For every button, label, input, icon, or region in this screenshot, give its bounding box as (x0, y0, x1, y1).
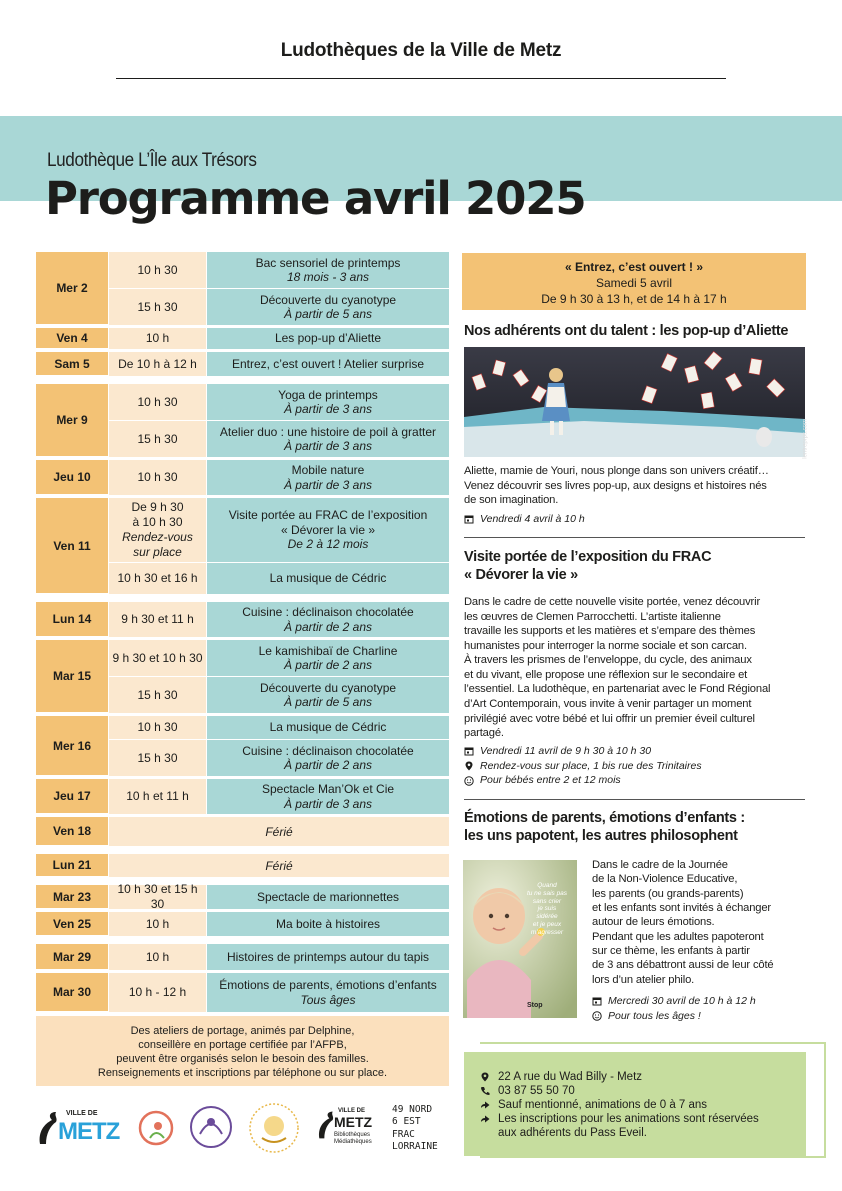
day-label: Mar 29 (36, 944, 108, 970)
time-cell: 10 h 30 et 15 h 30 (108, 885, 207, 909)
schedule-group (36, 384, 449, 457)
partner-logos (36, 1100, 456, 1160)
article2-line: l’essentiel. La ludothèque, en partenariat avec le Fond Régional (464, 683, 771, 696)
time-cell: 15 h 30 (108, 289, 207, 325)
schedule-group (36, 854, 449, 877)
article3-line: de 3 ans débattront aussi de leur côté (592, 959, 774, 972)
activity-detail: À partir de 2 ans (283, 758, 373, 772)
open-day-date: Samedi 5 avril (595, 276, 673, 291)
schedule-row (108, 252, 449, 289)
arrow-icon (480, 1100, 490, 1110)
activity-label: Cuisine : déclinaison chocolatée (242, 743, 414, 758)
day-label: Mer 9 (36, 384, 108, 457)
schedule-group (36, 779, 449, 814)
portage-notice (36, 1016, 449, 1086)
day-label: Ven 4 (36, 328, 108, 349)
popup-book-photo (464, 347, 809, 459)
article3-line: autour de leurs émotions. (592, 916, 715, 929)
schedule-row (108, 563, 449, 594)
article2-title (464, 548, 711, 584)
partner-logo-3 (248, 1102, 300, 1159)
time-cell: 10 h 30 (108, 252, 207, 288)
schedule-row (108, 740, 449, 776)
schedule-row (108, 716, 449, 740)
day-label: Jeu 17 (36, 779, 108, 814)
divider (464, 537, 805, 538)
time-cell: 15 h 30 (108, 421, 207, 457)
schedule-row (108, 498, 449, 563)
portage-line: Des ateliers de portage, animés par Delphine, (130, 1025, 355, 1037)
day-label: Mar 23 (36, 885, 108, 909)
activity-label: Mobile nature (291, 463, 365, 478)
info-members-line1: Les inscriptions pour les animations sont réservées (498, 1113, 759, 1126)
schedule-group (36, 498, 449, 594)
activity-label: La musique de Cédric (269, 571, 387, 586)
time-cell: De 10 h à 12 h (108, 352, 207, 376)
article2-title-line1: Visite portée de l’exposition du FRAC (464, 549, 712, 565)
activity-label: La musique de Cédric (269, 720, 387, 735)
time-cell: 10 h 30 (108, 460, 207, 495)
article2-meta (464, 744, 702, 788)
poster-quote: Quand (537, 882, 557, 889)
time-cell: 10 h (108, 944, 207, 970)
location-pin-icon (480, 1072, 490, 1082)
ludotheque-subtitle: Ludothèque L’Île aux Trésors (47, 150, 257, 171)
frac-line: 6 EST (392, 1116, 421, 1128)
schedule-table (36, 252, 449, 1015)
article3-line: de la Non-Violence Educative, (592, 873, 738, 886)
frac-line: LORRAINE (392, 1141, 438, 1153)
bib-sub1: Bibliothèques (334, 1132, 371, 1138)
time-cell: 9 h 30 et 11 h (108, 602, 207, 637)
schedule-group (36, 973, 449, 1012)
article3-date: Mercredi 30 avril de 10 h à 12 h (608, 995, 756, 1007)
time-cell: De 9 h 30 (131, 500, 184, 514)
schedule-group (36, 460, 449, 495)
day-label: Jeu 10 (36, 460, 108, 495)
schedule-row (108, 640, 449, 677)
article2-line: d’Art Contemporain, vous invite à venir partager un moment (464, 697, 752, 710)
info-address: 22 A rue du Wad Billy - Metz (498, 1071, 643, 1083)
poster-quote: sans crier (532, 897, 562, 905)
activity-label: Ma boite à histoires (275, 916, 381, 931)
activity-label: Histoires de printemps autour du tapis (226, 949, 430, 964)
article2-line: À travers les prismes de l’enveloppe, du cycle, des animaux (464, 654, 752, 667)
info-phone[interactable]: 03 87 55 50 70 (498, 1085, 575, 1098)
organization-title: Ludothèques de la Ville de Metz (280, 40, 562, 61)
calendar-icon (592, 996, 602, 1006)
activity-detail: De 2 à 12 mois (287, 537, 369, 552)
meeting-note: Rendez-vous (122, 530, 193, 544)
schedule-row (108, 460, 449, 495)
header-rule (116, 78, 726, 79)
activity-label-2: « Dévorer la vie » (280, 522, 376, 537)
photo-credit: lentreprps.com (803, 419, 809, 459)
schedule-row (108, 602, 449, 637)
article3-line: les parents (ou grands-parents) (592, 887, 744, 900)
meeting-note-2: sur place (133, 545, 182, 559)
schedule-row (108, 384, 449, 421)
schedule-row (108, 882, 449, 911)
time-cell-2: à 10 h 30 (132, 515, 183, 529)
activity-detail: 18 mois - 3 ans (286, 270, 370, 284)
article2-line: les œuvres de Clemen Parrocchetti. L’artiste italienne (464, 610, 721, 623)
info-members-line2: aux adhérents du Pass Eveil. (498, 1127, 647, 1140)
schedule-row (108, 289, 449, 325)
holiday-cell: Férié (108, 817, 449, 846)
article1-line: Aliette, mamie de Youri, nous plonge dans son univers créatif… (464, 465, 769, 477)
article1-meta (464, 512, 585, 527)
article1-date: Vendredi 4 avril à 10 h (480, 513, 585, 525)
time-cell: 10 h 30 (108, 716, 207, 739)
holiday-cell: Férié (108, 854, 449, 877)
article3-text (592, 858, 806, 987)
activity-label: Découverte du cyanotype (259, 680, 397, 695)
logo-ville-de: VILLE DE (66, 1110, 98, 1117)
schedule-row (108, 328, 449, 349)
activity-label: Visite portée au FRAC de l’exposition (228, 508, 428, 523)
article1-line: Venez découvrir ses livres pop-up, aux designs et histoires nés (464, 479, 767, 492)
activity-detail: À partir de 3 ans (283, 477, 373, 492)
time-cell: 15 h 30 (108, 740, 207, 776)
frac-line: 49 NORD (392, 1104, 433, 1115)
partner-logo-1 (136, 1108, 176, 1153)
schedule-row (108, 973, 449, 1012)
article2-line: privilégié avec votre bébé et lui offrir un premier éveil culturel (464, 712, 755, 725)
day-label: Mer 2 (36, 252, 108, 325)
activity-label: Spectacle Man’Ok et Cie (261, 782, 395, 797)
logo-metz: METZ (58, 1118, 120, 1145)
ville-de-metz-logo (36, 1108, 126, 1148)
schedule-row (108, 912, 449, 936)
poster-quote: et je peux (532, 920, 562, 928)
schedule-group (36, 817, 449, 846)
article3-title-line1: Émotions de parents, émotions d’enfants : (464, 810, 745, 826)
day-label: Ven 11 (36, 498, 108, 594)
schedule-group (36, 912, 449, 936)
arrow-icon (480, 1114, 490, 1124)
activity-label: Yoga de printemps (278, 387, 378, 402)
open-day-hours: De 9 h 30 à 13 h, et de 14 h à 17 h (541, 292, 727, 307)
activity-label: Émotions de parents, émotions d’enfants (219, 978, 437, 993)
activity-detail: À partir de 5 ans (283, 695, 373, 709)
article2-line: travaille les supports et les matières et s’empare des thèmes (464, 625, 756, 638)
day-label: Mar 30 (36, 973, 108, 1012)
day-label: Mer 16 (36, 716, 108, 776)
time-cell: 10 h 30 (108, 384, 207, 420)
schedule-row (108, 421, 449, 457)
poster-quote: je suis (537, 905, 557, 913)
calendar-icon (464, 746, 474, 756)
phone-icon (480, 1086, 490, 1096)
article3-line: lors d’un atelier philo. (592, 973, 695, 986)
activity-label: Le kamishibaï de Charline (258, 643, 398, 658)
time-cell: 10 h et 11 h (108, 779, 207, 814)
child-poster-image (463, 860, 577, 1018)
activity-label: Spectacle de marionnettes (256, 889, 400, 904)
activity-detail: À partir de 5 ans (283, 307, 373, 321)
activity-detail: Tous âges (300, 992, 356, 1007)
schedule-group (36, 328, 449, 349)
portage-line: peuvent être organisés selon le besoin des familles. (116, 1053, 369, 1066)
article2-age: Pour bébés entre 2 et 12 mois (480, 774, 621, 787)
activity-detail: À partir de 3 ans (283, 439, 373, 453)
day-label: Lun 14 (36, 602, 108, 637)
smiley-icon (592, 1011, 602, 1021)
activity-detail: À partir de 3 ans (283, 796, 373, 811)
frac-line: FRAC (392, 1128, 415, 1140)
day-label: Lun 21 (36, 854, 108, 877)
bib-metz: METZ (334, 1114, 373, 1130)
time-cell: 15 h 30 (108, 677, 207, 713)
activity-detail: À partir de 2 ans (283, 658, 373, 672)
article2-line: Dans le cadre de cette nouvelle visite portée, venez découvrir (464, 596, 761, 608)
frac-lorraine-logo (392, 1104, 438, 1153)
bibliotheques-metz-logo (316, 1108, 386, 1148)
activity-detail: À partir de 3 ans (283, 402, 373, 416)
article2-line: partagé. (464, 727, 504, 740)
time-cell: 10 h 30 et 16 h (108, 563, 207, 594)
day-label: Sam 5 (36, 352, 108, 376)
time-cell: 10 h (108, 328, 207, 349)
activity-label: Atelier duo : une histoire de poil à gratter (219, 424, 437, 439)
article3-age: Pour tous les âges ! (608, 1009, 701, 1022)
activity-label: Les pop-up d’Aliette (274, 331, 382, 346)
time-cell: 9 h 30 et 10 h 30 (108, 640, 207, 676)
partner-logo-2 (188, 1104, 234, 1155)
article1-line: de son imagination. (464, 494, 559, 507)
article2-date: Vendredi 11 avril de 9 h 30 à 10 h 30 (480, 745, 652, 757)
article3-line: sur ce thème, les enfants à partir (592, 944, 750, 957)
article3-line: Dans le cadre de la Journée (592, 859, 728, 871)
smiley-icon (464, 776, 474, 786)
info-list (480, 1070, 759, 1140)
article1-text (464, 464, 806, 508)
day-label: Ven 25 (36, 912, 108, 936)
poster-stop: Stop (527, 1002, 543, 1009)
day-label: Ven 18 (36, 817, 108, 846)
article2-line: humanistes pour interroger la norme sociale et son carcan. (464, 639, 747, 652)
article2-place: Rendez-vous sur place, 1 bis rue des Trinitaires (480, 759, 702, 772)
article2-text (464, 595, 806, 741)
poster-quote: sidérée (536, 913, 558, 921)
divider (464, 799, 805, 800)
portage-line: Renseignements et inscriptions par téléphone ou sur place. (97, 1067, 388, 1080)
poster-quote: m’agresser (530, 928, 564, 936)
schedule-group (36, 944, 449, 970)
article3-meta (592, 994, 756, 1023)
schedule-group (36, 882, 449, 911)
schedule-group (36, 640, 449, 713)
location-pin-icon (464, 761, 474, 771)
schedule-row (108, 944, 449, 970)
schedule-group (36, 602, 449, 637)
calendar-icon (464, 514, 474, 524)
schedule-group (36, 716, 449, 776)
activity-detail: À partir de 2 ans (283, 619, 373, 634)
schedule-row (108, 352, 449, 376)
info-ages: Sauf mentionné, animations de 0 à 7 ans (498, 1099, 708, 1112)
time-cell: 10 h (108, 912, 207, 936)
article3-title (464, 809, 745, 845)
schedule-group (36, 352, 449, 376)
activity-label: Entrez, c’est ouvert ! Atelier surprise (231, 356, 425, 371)
article2-line: et du vivant, elle propose une réflexion sur le secondaire et (464, 668, 748, 681)
article3-line: et les enfants sont invités à échanger (592, 901, 772, 914)
open-day-title: « Entrez, c’est ouvert ! » (564, 260, 704, 274)
bib-ville-de: VILLE DE (338, 1108, 366, 1114)
article2-title-line2: « Dévorer la vie » (464, 567, 578, 584)
bib-sub2: Médiathèques (334, 1139, 372, 1145)
schedule-row (108, 779, 449, 814)
article1-title: Nos adhérents ont du talent : les pop-up d’Aliette (464, 323, 789, 339)
open-day-box (462, 253, 806, 310)
day-label: Mar 15 (36, 640, 108, 713)
time-cell: 10 h - 12 h (108, 973, 207, 1012)
activity-label: Cuisine : déclinaison chocolatée (242, 605, 414, 620)
page-title: Programme avril 2025 (45, 172, 586, 225)
activity-label: Découverte du cyanotype (259, 292, 397, 307)
poster-quote: tu ne sais pas (526, 889, 568, 897)
schedule-group (36, 252, 449, 325)
schedule-row (108, 677, 449, 713)
article3-line: Pendant que les adultes papoteront (592, 930, 764, 943)
portage-line: conseillère en portage certifiée par l’AFPB, (138, 1039, 347, 1052)
article3-title-line2: les uns papotent, les autres philosophent (464, 828, 738, 845)
activity-label: Bac sensoriel de printemps (255, 255, 401, 270)
